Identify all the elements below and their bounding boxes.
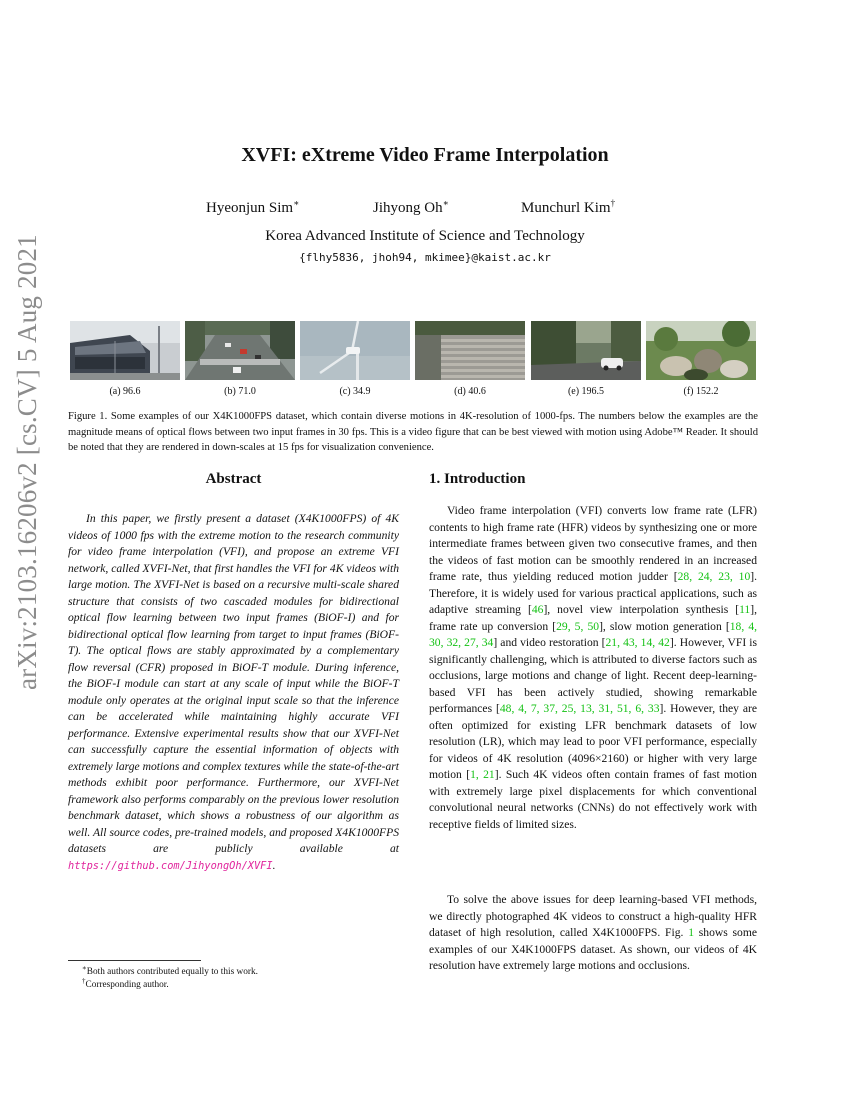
footnote-rule bbox=[68, 960, 201, 961]
citation-link[interactable]: 18, 4, 30, 32, 27, 34 bbox=[429, 619, 758, 649]
wind-turbine-photo bbox=[300, 321, 410, 380]
affiliation: Korea Advanced Institute of Science and Technology bbox=[265, 228, 585, 244]
intro-paragraph-2: To solve the above issues for deep learning-based VFI methods, we directly photographed 4K videos to construct a high-quality HFR dataset of high resolution, called X4K1000FPS. Fig. 1 shows some examples of our X4K1000FPS dataset. As shown, our videos of 4K resolution have extremely large motions and occlusions. bbox=[429, 893, 758, 972]
subfigure-label-a: (a) 96.6 bbox=[109, 386, 141, 397]
footnote-mark: † bbox=[82, 977, 86, 985]
author-mark: ∗ bbox=[293, 198, 300, 208]
subfigure-label-b: (b) 71.0 bbox=[224, 386, 256, 397]
author-name: Hyeonjun Sim bbox=[206, 200, 294, 216]
author-mark: ∗ bbox=[442, 198, 449, 208]
author-mark: † bbox=[610, 198, 616, 208]
paper-title: XVFI: eXtreme Video Frame Interpolation bbox=[241, 144, 609, 166]
car-road-photo bbox=[531, 321, 641, 380]
street-traffic-photo bbox=[185, 321, 295, 380]
citation-link[interactable]: 1, 21 bbox=[470, 768, 495, 781]
building-photo bbox=[70, 321, 180, 380]
author-3 bbox=[521, 200, 615, 217]
subfigure-label-e: (e) 196.5 bbox=[567, 386, 605, 397]
citation-link[interactable]: 28, 24, 23, 10 bbox=[677, 570, 751, 583]
author-name: Jihyong Oh bbox=[373, 200, 443, 216]
subfigure-label-d: (d) 40.6 bbox=[454, 386, 486, 397]
footnote-text: Corresponding author. bbox=[85, 980, 169, 991]
footnote-text: Both authors contributed equally to this work. bbox=[86, 967, 258, 978]
citation-link[interactable]: 1 bbox=[688, 926, 694, 939]
footnote-corresponding bbox=[82, 977, 169, 990]
garden-rocks-photo bbox=[646, 321, 756, 380]
abstract-heading: Abstract bbox=[205, 471, 262, 487]
author-name: Munchurl Kim bbox=[521, 200, 611, 216]
author-emails: {flhy5836, jhoh94, mkimee}@kaist.ac.kr bbox=[299, 251, 551, 264]
intro-paragraph-1: Video frame interpolation (VFI) converts low frame rate (LFR) contents to high frame rate (HFR) videos by synthesizing one or more intermediate frames between given two consecutive frames, and then the videos of fast motion can be smoothly rendered in an increased frame rate, thus yielding reduced motion judder [28, 24, 23, 10]. Therefore, it is widely used for various practical applications, such as adaptive streaming [46], novel view interpolation synthesis [11], frame rate up conversion [29, 5, 50], slow motion generation [18, 4, 30, 32, 27, 34] and video restoration [21, 43, 14, 42]. However, VFI is significantly challenging, which is attributed to diverse factors such as occlusions, large motions and change of light. Recent deep-learning-based VFI has been actively studied, showing remarkable performances [48, 4, 7, 37, 25, 13, 31, 51, 6, 33]. However, they are often optimized for existing LFR benchmark datasets of low resolution (LR), which may lead to poor VFI performance, especially for videos of 4K resolution (4096×2160) or higher with very large motion [1, 21]. Such 4K videos often contain frames of fast motion with extremely large pixel displacements for which conventional convolutional neural networks (CNNs) do not effectively work with receptive fields of limited sizes. bbox=[429, 504, 758, 831]
citation-link[interactable]: 11 bbox=[739, 603, 751, 616]
citation-link[interactable]: 48, 4, 7, 37, 25, 13, 31, 51, 6, 33 bbox=[499, 702, 660, 715]
citation-link[interactable]: 46 bbox=[531, 603, 544, 616]
footnote-mark: ∗ bbox=[82, 964, 87, 972]
arxiv-stamp bbox=[2, 234, 62, 690]
stairs-photo bbox=[415, 321, 525, 380]
abstract-body: In this paper, we firstly present a dataset (X4K1000FPS) of 4K videos of 1000 fps with the extreme motion to the research community for video frame interpolation (VFI), and propose an extreme VFI network, called XVFI-Net, that first handles the VFI for 4K videos with large motion. The XVFI-Net is based on a recursive multi-scale shared structure that consists of two cascaded modules for bidirectional optical flow learning between two input frames (BiOF-I) and for bidirectional optical flow learning from target to input frames (BiOF-T). The optical flows are stably approximated by a complementary flow reversal (CFR) proposed in BiOF-T module. During inference, the BiOF-I module can start at any scale of input while the BiOF-T module only operates at the original input scale so that the inference can be accelerated while maintaining highly accurate VFI performance. Extensive experimental results show that our XVFI-Net can successfully capture the essential information of objects with extremely large motions and complex textures while the state-of-the-art methods exhibit poor performance. Furthermore, our XVFI-Net framework also performs comparably on the previous lower resolution benchmark dataset, which shows a robustness of our algorithm as well. All source codes, pre-trained models, and proposed X4K1000FPS datasets are publicly available at https://github.com/JihyongOh/XVFI. bbox=[68, 512, 399, 872]
arxiv-id: arXiv:2103.16206v2 [cs.CV] 5 Aug 2021 bbox=[12, 234, 42, 690]
figure-caption: Figure 1. Some examples of our X4K1000FPS dataset, which contain diverse motions in 4K-resolution of 1000-fps. The numbers below the examples are the magnitude means of optical flows between two input frames in 30 fps. This is a video figure that can be best viewed with motion using Adobe™ Reader. It should be noted that they are rendered in down-scales at 15 fps for visualization convenience. bbox=[68, 411, 758, 453]
author-2 bbox=[373, 200, 449, 217]
code-link[interactable]: https://github.com/JihyongOh/XVFI bbox=[68, 859, 273, 872]
citation-link[interactable]: 29, 5, 50 bbox=[556, 619, 600, 633]
abstract-text: In this paper, we firstly present a dataset (X4K1000FPS) of 4K videos of 1000 fps with the extreme motion to the research community for video frame interpolation (VFI), and propose an extreme VFI network, called XVFI-Net, that first handles the VFI for 4K videos with large motion. The XVFI-Net is based on a recursive multi-scale shared structure that consists of two cascaded modules for bidirectional optical flow learning between two input frames (BiOF-I) and for bidirectional optical flow learning from target to input frames (BiOF-T). The optical flows are stably approximated by a complementary flow reversal (CFR) proposed in BiOF-T module. During inference, the BiOF-I module can start at any scale of input while the BiOF-T module only operates at the original input scale so that the inference can be accelerated while maintaining highly accurate VFI performance. Extensive experimental results show that our XVFI-Net can successfully capture the essential information of objects with extremely large motions and complex textures while the state-of-the-art methods exhibit poor performance. Furthermore, our XVFI-Net framework also performs comparably on the previous lower resolution benchmark dataset, which shows a robustness of our algorithm as well. All source codes, pre-trained models, and proposed X4K1000FPS datasets are publicly available at bbox=[68, 512, 399, 855]
subfigure-label-c: (c) 34.9 bbox=[339, 386, 371, 397]
citation-link[interactable]: 21, 43, 14, 42 bbox=[605, 636, 670, 649]
footnote-equal-contribution bbox=[82, 964, 258, 977]
author-1 bbox=[206, 200, 299, 217]
subfigure-label-f: (f) 152.2 bbox=[683, 386, 719, 397]
introduction-heading: 1. Introduction bbox=[429, 471, 526, 487]
